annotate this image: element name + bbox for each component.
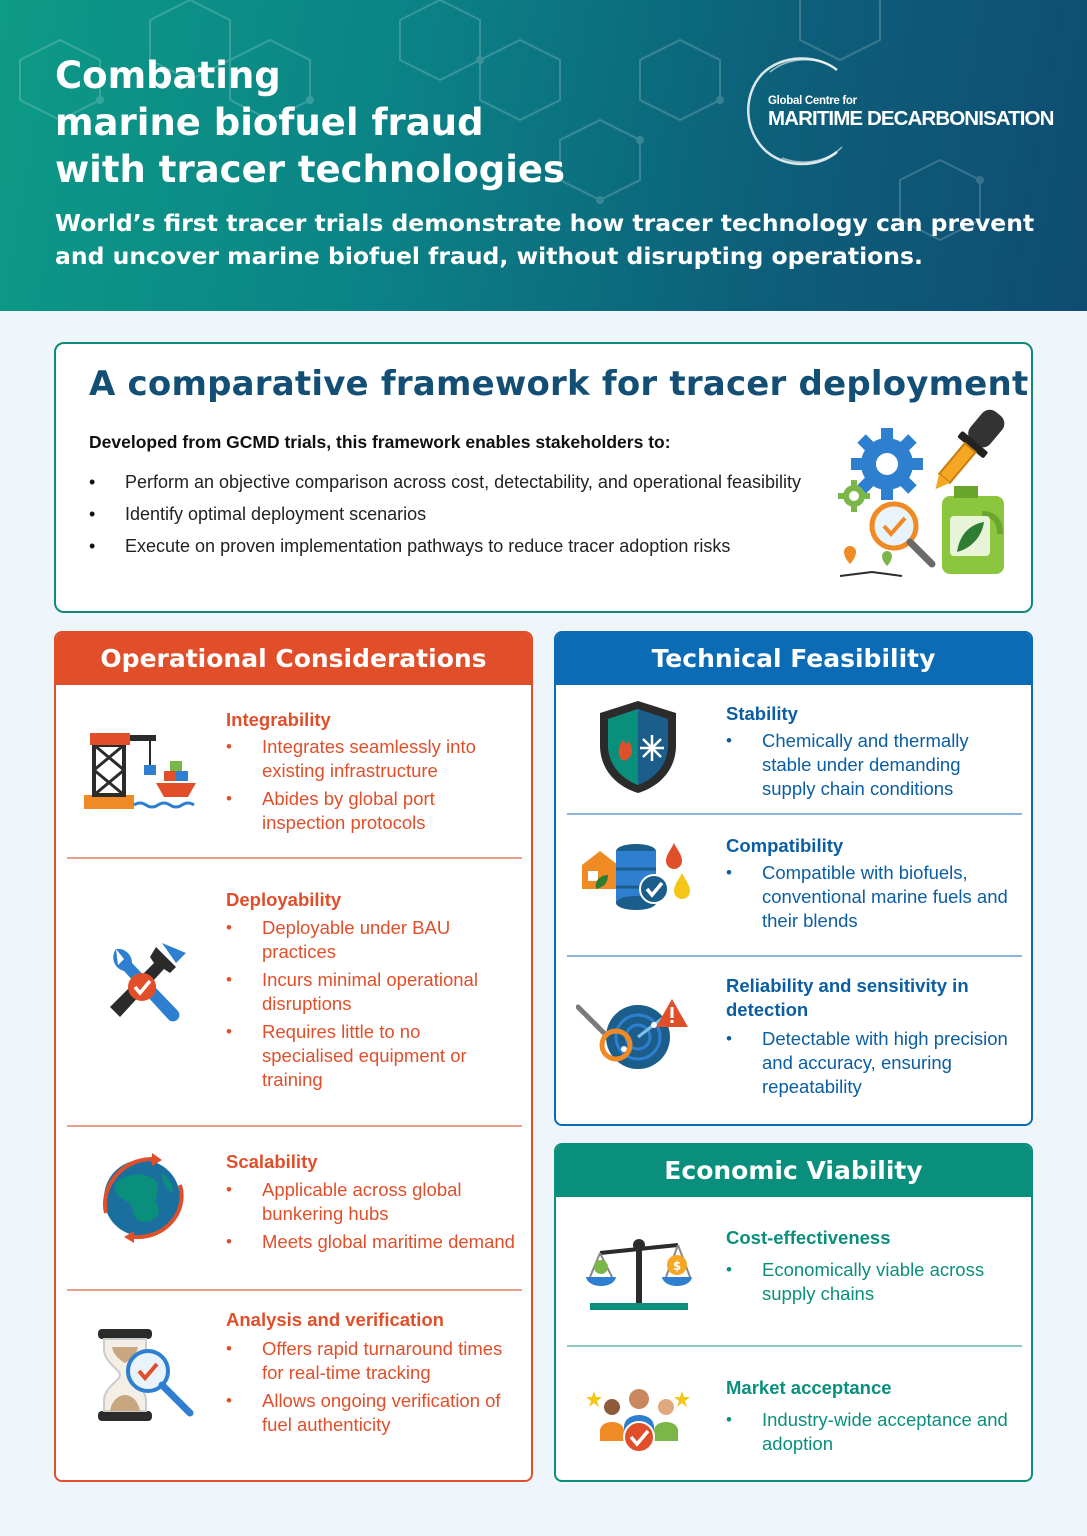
subtitle-line: World’s first tracer trials demonstrate how tracer technology can prevent: [55, 209, 1035, 237]
list-item: • Integrates seamlessly into existing infrastructure: [226, 735, 516, 783]
title-line: marine biofuel fraud: [55, 101, 484, 144]
section-title: Market acceptance: [726, 1377, 892, 1398]
section-bullets: [726, 1408, 1016, 1460]
technical-heading: Technical Feasibility: [556, 633, 1031, 685]
economic-heading: Economic Viability: [556, 1145, 1031, 1197]
operational-panel: [54, 631, 533, 1482]
list-item: • Identify optimal deployment scenarios: [89, 502, 829, 526]
subtitle-line: and uncover marine biofuel fraud, without disrupting operations.: [55, 242, 923, 270]
tracer-lab-icon: [832, 404, 1012, 584]
balance-scale-icon: [584, 1233, 694, 1311]
section-title: Scalability: [226, 1151, 318, 1172]
fuel-barrel-icon: [578, 839, 694, 915]
section-bullets: [226, 1337, 516, 1441]
divider: [567, 955, 1022, 957]
page-subtitle: [55, 207, 1045, 273]
section-bullets: [726, 729, 1016, 805]
section-bullets: [226, 735, 516, 839]
list-item: • Deployable under BAU practices: [226, 916, 516, 964]
section-bullets: [726, 1258, 1016, 1310]
section-title: Compatibility: [726, 835, 844, 856]
list-item: • Requires little to no specialised equipment or training: [226, 1020, 516, 1092]
tools-check-icon: [96, 939, 196, 1029]
operational-heading: Operational Considerations: [56, 633, 531, 685]
list-item: • Incurs minimal operational disruptions: [226, 968, 516, 1016]
port-crane-icon: [84, 725, 204, 815]
list-item: • Chemically and thermally stable under demanding supply chain conditions: [726, 729, 1016, 801]
divider: [67, 1289, 522, 1291]
list-item: • Perform an objective comparison across cost, detectability, and operational feasibility: [89, 470, 829, 494]
list-item: • Economically viable across supply chains: [726, 1258, 1016, 1306]
section-bullets: [226, 1178, 516, 1258]
framework-title: A comparative framework for tracer deployment: [89, 364, 1029, 404]
list-item: • Detectable with high precision and accuracy, ensuring repeatability: [726, 1027, 1016, 1099]
section-bullets: [726, 1027, 1016, 1103]
people-approval-icon: [584, 1385, 694, 1455]
shield-fire-snow-icon: [596, 699, 680, 795]
globe-icon: [96, 1153, 192, 1243]
section-bullets: [726, 861, 1016, 937]
gcmd-logo: [742, 52, 1054, 172]
list-item: • Execute on proven implementation pathways to reduce tracer adoption risks: [89, 534, 829, 558]
framework-intro: Developed from GCMD trials, this framework enables stakeholders to:: [89, 432, 671, 452]
framework-list: [89, 470, 829, 566]
logo-big-text: MARITIME DECARBONISATION: [768, 107, 1054, 130]
divider: [67, 1125, 522, 1127]
list-item: • Offers rapid turnaround times for real-time tracking: [226, 1337, 516, 1385]
hourglass-magnifier-icon: [94, 1329, 204, 1425]
section-title: Analysis and verification: [226, 1309, 444, 1330]
section-title: Cost-effectiveness: [726, 1227, 891, 1248]
list-item: • Abides by global port inspection protocols: [226, 787, 516, 835]
section-title: detection: [726, 999, 809, 1020]
logo-small-text: Global Centre for: [768, 95, 857, 107]
list-item: • Applicable across global bunkering hubs: [226, 1178, 516, 1226]
divider: [567, 1345, 1022, 1347]
section-title: Stability: [726, 703, 798, 724]
list-item: • Industry-wide acceptance and adoption: [726, 1408, 1016, 1456]
list-item: • Allows ongoing verification of fuel authenticity: [226, 1389, 516, 1437]
title-line: Combating: [55, 54, 281, 97]
title-line: with tracer technologies: [55, 148, 566, 191]
section-bullets: [226, 916, 516, 1096]
list-item: • Compatible with biofuels, conventional marine fuels and their blends: [726, 861, 1016, 933]
technical-panel: [554, 631, 1033, 1126]
radar-detection-icon: [576, 997, 692, 1073]
framework-box: [54, 342, 1033, 613]
divider: [567, 813, 1022, 815]
header-banner: [0, 0, 1087, 311]
divider: [67, 857, 522, 859]
section-title: Reliability and sensitivity in: [726, 975, 969, 996]
section-title: Deployability: [226, 889, 342, 910]
page-title: [55, 52, 565, 193]
economic-panel: [554, 1143, 1033, 1482]
list-item: • Meets global maritime demand: [226, 1230, 516, 1254]
svg-text:$: $: [672, 1259, 682, 1273]
section-title: Integrability: [226, 709, 331, 730]
